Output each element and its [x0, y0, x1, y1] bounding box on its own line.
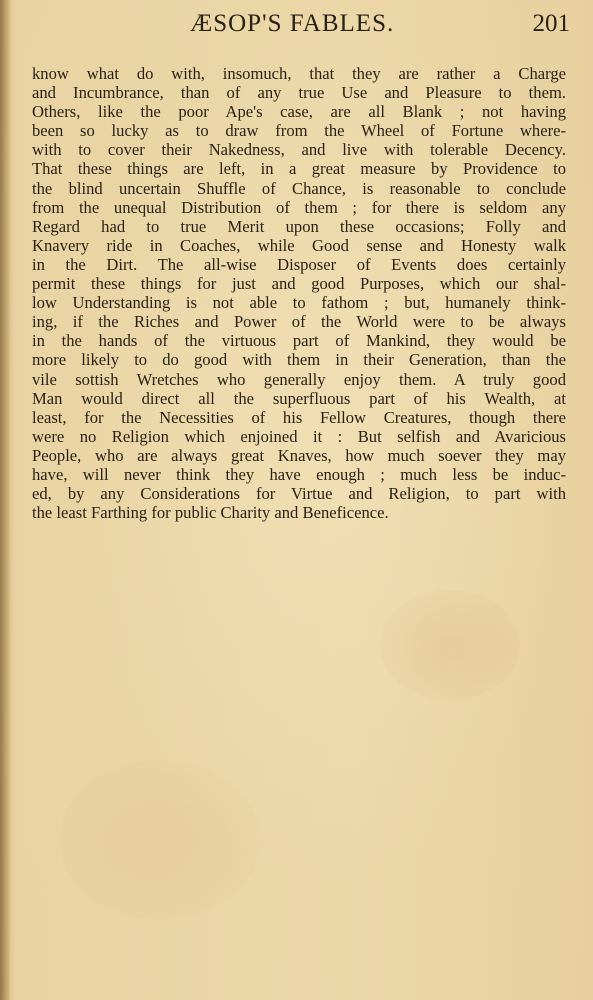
text-line: vile sottish Wretches who generally enjoy them. A truly good [32, 369, 566, 389]
text-line: were no Religion which enjoined it : But selfish and Avaricious [32, 426, 566, 446]
text-line: in the hands of the virtuous part of Mankind, they would be [32, 331, 566, 351]
text-line: Regard had to true Merit upon these occasions; Folly and [32, 216, 566, 236]
text-line: Man would direct all the superfluous part of his Wealth, at [32, 388, 566, 408]
text-line: know what do with, insomuch, that they are rather a Charge [32, 64, 566, 83]
text-line: Others, like the poor Ape's case, are all Blank ; not having [32, 102, 566, 122]
text-line: the least Farthing for public Charity and Beneficence. [32, 503, 389, 523]
paper-stain [60, 760, 260, 920]
text-line: least, for the Necessities of his Fellow Creatures, though there [32, 407, 566, 427]
text-line: from the unequal Distribution of them ; for there is seldom any [32, 197, 566, 217]
running-head [150, 8, 570, 42]
text-line: the blind uncertain Shuffle of Chance, is reasonable to conclude [32, 178, 566, 198]
running-title: ÆSOP'S FABLES. [190, 10, 395, 37]
text-line: and Incumbrance, than of any true Use and Pleasure to them. [32, 83, 566, 103]
text-line: with to cover their Nakedness, and live with tolerable Decency. [32, 140, 566, 160]
page-gutter-shadow [0, 0, 10, 1000]
text-line: low Understanding is not able to fathom ; but, humanely think- [32, 293, 566, 313]
text-line: People, who are always great Knaves, how much soever they may [32, 445, 566, 465]
text-line: Knavery ride in Coaches, while Good sense and Honesty walk [32, 235, 566, 255]
text-line: ing, if the Riches and Power of the World were to be always [32, 312, 566, 332]
page-number: 201 [532, 10, 570, 37]
paper-stain [380, 590, 520, 700]
body-paragraph [32, 64, 566, 522]
text-line: have, will never think they have enough ; much less be induc- [32, 464, 566, 484]
text-line: been so lucky as to draw from the Wheel of Fortune where- [32, 121, 566, 141]
text-line: That these things are left, in a great measure by Providence to [32, 159, 566, 179]
text-line: ed, by any Considerations for Virtue and Religion, to part with [32, 484, 566, 504]
text-line: permit these things for just and good Purposes, which our shal- [32, 274, 566, 294]
text-line: in the Dirt. The all-wise Disposer of Events does certainly [32, 254, 566, 274]
text-line: more likely to do good with them in their Generation, than the [32, 350, 566, 370]
